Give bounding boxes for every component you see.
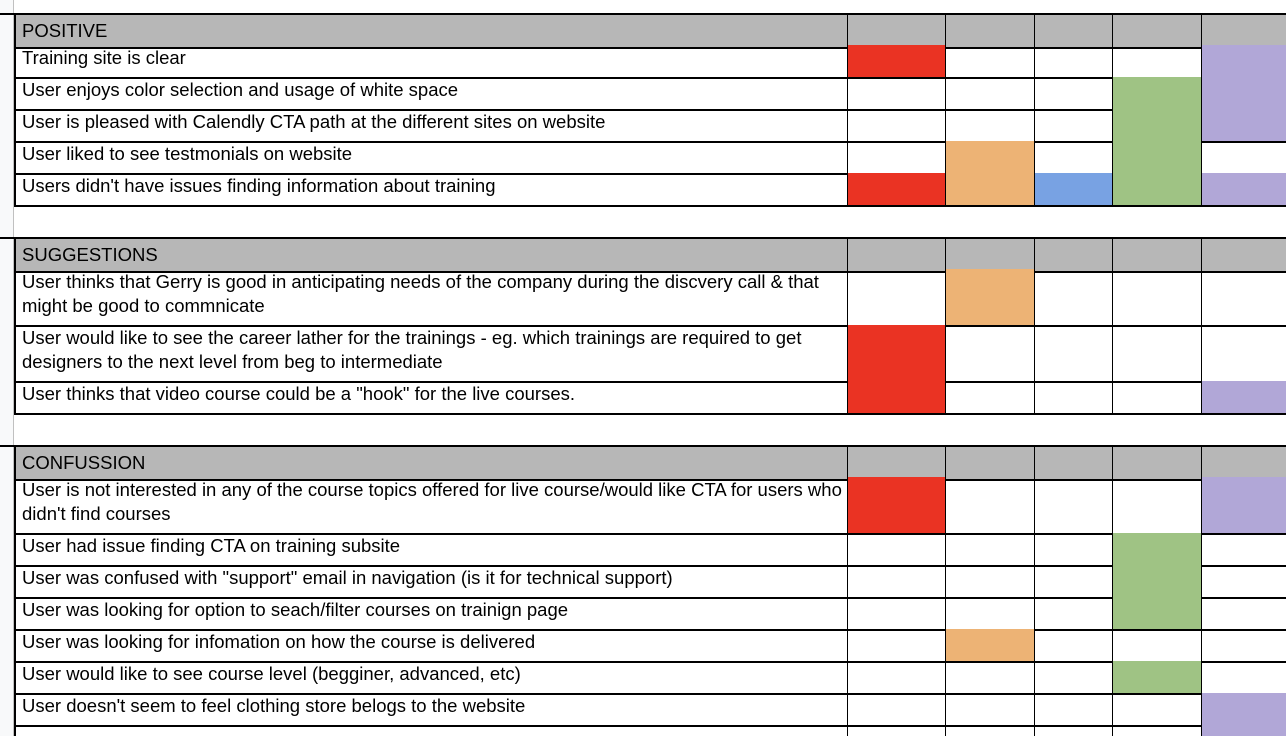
section-title[interactable]: SUGGESTIONS bbox=[14, 239, 848, 271]
finding-text[interactable]: Training site is clear bbox=[14, 45, 848, 77]
row-header[interactable] bbox=[0, 109, 14, 141]
grid-cell[interactable] bbox=[1113, 629, 1202, 661]
finding-text[interactable]: User is not interested in any of the course topics offered for live course/would like CTA for users who didn't find courses bbox=[14, 477, 848, 533]
table-row bbox=[0, 269, 1286, 327]
section-title[interactable]: POSITIVE bbox=[14, 15, 848, 47]
section-header-confussion bbox=[0, 445, 1286, 481]
table-row bbox=[0, 661, 1286, 695]
blank-row bbox=[0, 0, 1286, 14]
grid-cell[interactable] bbox=[848, 447, 946, 479]
grid-cell[interactable] bbox=[1035, 141, 1113, 173]
grid-cell-marked[interactable] bbox=[1113, 661, 1202, 693]
grid-cell[interactable] bbox=[1113, 325, 1202, 381]
finding-text[interactable] bbox=[14, 725, 848, 736]
finding-text[interactable]: User enjoys color selection and usage of white space bbox=[14, 77, 848, 109]
row-header[interactable] bbox=[0, 693, 14, 725]
section-header-suggestions bbox=[0, 237, 1286, 273]
row-header[interactable] bbox=[0, 45, 14, 77]
grid-cell-marked[interactable] bbox=[1113, 565, 1202, 597]
row-header[interactable] bbox=[0, 0, 14, 14]
grid-cell-marked[interactable] bbox=[1202, 477, 1286, 533]
finding-text[interactable]: User liked to see testmonials on website bbox=[14, 141, 848, 173]
grid-cell[interactable] bbox=[1035, 477, 1113, 533]
grid-cell[interactable] bbox=[848, 269, 946, 325]
blank-row bbox=[0, 205, 1286, 237]
grid-cell[interactable] bbox=[848, 77, 946, 109]
grid-cell-marked[interactable] bbox=[1202, 693, 1286, 725]
grid-cell-marked[interactable] bbox=[1113, 597, 1202, 629]
grid-cell[interactable] bbox=[946, 381, 1035, 413]
grid-cell[interactable] bbox=[1035, 45, 1113, 77]
table-row bbox=[0, 533, 1286, 567]
finding-text[interactable]: Users didn't have issues finding information about training bbox=[14, 173, 848, 205]
grid-cell[interactable] bbox=[946, 693, 1035, 725]
grid-cell[interactable] bbox=[848, 109, 946, 141]
grid-cell-marked[interactable] bbox=[1113, 533, 1202, 565]
grid-cell[interactable] bbox=[1202, 565, 1286, 597]
finding-text[interactable]: User had issue finding CTA on training subsite bbox=[14, 533, 848, 565]
table-row bbox=[0, 565, 1286, 599]
finding-text[interactable]: User was confused with "support" email in navigation (is it for technical support) bbox=[14, 565, 848, 597]
grid-cell[interactable] bbox=[1113, 725, 1202, 736]
grid-cell[interactable] bbox=[946, 239, 1035, 271]
grid-cell[interactable] bbox=[848, 239, 946, 271]
table-row bbox=[0, 109, 1286, 143]
grid-cell-marked[interactable] bbox=[1113, 77, 1202, 109]
grid-cell[interactable] bbox=[1202, 269, 1286, 325]
grid-cell[interactable] bbox=[946, 725, 1035, 736]
grid-cell[interactable] bbox=[1035, 15, 1113, 47]
grid-cell[interactable] bbox=[946, 109, 1035, 141]
table-row bbox=[0, 693, 1286, 727]
grid-cell[interactable] bbox=[848, 141, 946, 173]
row-header[interactable] bbox=[0, 565, 14, 597]
table-row bbox=[0, 725, 1286, 736]
grid-cell[interactable] bbox=[848, 693, 946, 725]
grid-cell-marked[interactable] bbox=[1202, 77, 1286, 109]
table-row bbox=[0, 629, 1286, 663]
grid-cell[interactable] bbox=[1035, 325, 1113, 381]
row-header[interactable] bbox=[0, 533, 14, 565]
grid-cell[interactable] bbox=[1113, 447, 1202, 479]
grid-cell-marked[interactable] bbox=[1202, 173, 1286, 205]
grid-cell[interactable] bbox=[1035, 565, 1113, 597]
grid-cell[interactable] bbox=[848, 565, 946, 597]
grid-cell[interactable] bbox=[1035, 109, 1113, 141]
grid-cell-marked[interactable] bbox=[1202, 109, 1286, 141]
grid-cell[interactable] bbox=[848, 725, 946, 736]
table-row bbox=[0, 597, 1286, 631]
row-header[interactable] bbox=[0, 725, 14, 736]
grid-cell[interactable] bbox=[1113, 269, 1202, 325]
grid-cell[interactable] bbox=[848, 533, 946, 565]
table-row bbox=[0, 477, 1286, 535]
blank-row bbox=[0, 413, 1286, 445]
grid-cell-marked[interactable] bbox=[946, 173, 1035, 205]
grid-cell[interactable] bbox=[1113, 477, 1202, 533]
finding-text[interactable]: User would like to see course level (begginer, advanced, etc) bbox=[14, 661, 848, 693]
grid-cell[interactable] bbox=[1202, 533, 1286, 565]
grid-cell[interactable] bbox=[1202, 629, 1286, 661]
grid-cell[interactable] bbox=[1113, 381, 1202, 413]
finding-text[interactable]: User thinks that Gerry is good in anticipating needs of the company during the discvery call & that might be good to commnicate bbox=[14, 269, 848, 325]
grid-cell-marked[interactable] bbox=[848, 325, 946, 381]
finding-text[interactable]: User thinks that video course could be a "hook" for the live courses. bbox=[14, 381, 848, 413]
table-row bbox=[0, 77, 1286, 111]
grid-cell[interactable] bbox=[946, 597, 1035, 629]
row-header[interactable] bbox=[0, 629, 14, 661]
table-row bbox=[0, 173, 1286, 207]
row-header[interactable] bbox=[0, 239, 14, 271]
grid-cell-marked[interactable] bbox=[1113, 173, 1202, 205]
grid-cell[interactable] bbox=[848, 661, 946, 693]
finding-text[interactable]: User is pleased with Calendly CTA path at the different sites on website bbox=[14, 109, 848, 141]
grid-cell[interactable] bbox=[1202, 325, 1286, 381]
finding-text[interactable]: User doesn't seem to feel clothing store belogs to the website bbox=[14, 693, 848, 725]
section-header-positive bbox=[0, 13, 1286, 49]
finding-text[interactable]: User was looking for infomation on how the course is delivered bbox=[14, 629, 848, 661]
grid-cell[interactable] bbox=[1035, 597, 1113, 629]
grid-cell[interactable] bbox=[848, 15, 946, 47]
grid-cell-marked[interactable] bbox=[946, 269, 1035, 325]
section-title[interactable]: CONFUSSION bbox=[14, 447, 848, 479]
grid-cell[interactable] bbox=[1035, 725, 1113, 736]
grid-cell[interactable] bbox=[1035, 77, 1113, 109]
grid-cell[interactable] bbox=[946, 661, 1035, 693]
grid-cell-marked[interactable] bbox=[1202, 381, 1286, 413]
table-row bbox=[0, 45, 1286, 79]
table-row bbox=[0, 141, 1286, 175]
grid-cell[interactable] bbox=[1202, 239, 1286, 271]
row-header[interactable] bbox=[0, 661, 14, 693]
grid-cell[interactable] bbox=[946, 45, 1035, 77]
grid-cell[interactable] bbox=[1035, 381, 1113, 413]
grid-cell-marked[interactable] bbox=[946, 141, 1035, 173]
grid-cell-marked[interactable] bbox=[946, 629, 1035, 661]
finding-text[interactable]: User was looking for option to seach/filter courses on trainign page bbox=[14, 597, 848, 629]
grid-cell[interactable] bbox=[1113, 15, 1202, 47]
grid-cell[interactable] bbox=[1035, 239, 1113, 271]
table-row bbox=[0, 381, 1286, 415]
grid-cell[interactable] bbox=[848, 597, 946, 629]
row-header[interactable] bbox=[0, 15, 14, 47]
grid-cell[interactable] bbox=[946, 15, 1035, 47]
table-row bbox=[0, 325, 1286, 383]
grid-cell-marked[interactable] bbox=[1113, 141, 1202, 173]
row-header[interactable] bbox=[0, 205, 14, 237]
row-header[interactable] bbox=[0, 477, 14, 533]
grid-cell[interactable] bbox=[1035, 269, 1113, 325]
grid-cell[interactable] bbox=[1035, 447, 1113, 479]
grid-cell[interactable] bbox=[946, 533, 1035, 565]
grid-cell[interactable] bbox=[1035, 661, 1113, 693]
grid-cell-marked[interactable] bbox=[1202, 45, 1286, 77]
row-header[interactable] bbox=[0, 413, 14, 445]
grid-cell[interactable] bbox=[1202, 725, 1286, 736]
grid-cell-marked[interactable] bbox=[848, 477, 946, 533]
grid-cell[interactable] bbox=[946, 77, 1035, 109]
grid-cell[interactable] bbox=[848, 629, 946, 661]
row-header[interactable] bbox=[0, 77, 14, 109]
grid-cell-marked[interactable] bbox=[848, 45, 946, 77]
grid-cell[interactable] bbox=[1113, 239, 1202, 271]
grid-cell[interactable] bbox=[1202, 661, 1286, 693]
grid-cell[interactable] bbox=[1035, 693, 1113, 725]
row-header[interactable] bbox=[0, 325, 14, 381]
grid-cell[interactable] bbox=[946, 477, 1035, 533]
grid-cell[interactable] bbox=[1202, 447, 1286, 479]
grid-cell-marked[interactable] bbox=[1035, 173, 1113, 205]
finding-text[interactable]: User would like to see the career lather for the trainings - eg. which trainings are required to get designers to the next level from beg to intermediate bbox=[14, 325, 848, 381]
row-header[interactable] bbox=[0, 173, 14, 205]
row-header[interactable] bbox=[0, 381, 14, 413]
grid-cell[interactable] bbox=[1035, 533, 1113, 565]
grid-cell[interactable] bbox=[1035, 629, 1113, 661]
row-header[interactable] bbox=[0, 447, 14, 479]
grid-cell[interactable] bbox=[946, 325, 1035, 381]
row-header[interactable] bbox=[0, 597, 14, 629]
grid-cell[interactable] bbox=[1202, 15, 1286, 47]
grid-cell[interactable] bbox=[1202, 597, 1286, 629]
row-header[interactable] bbox=[0, 141, 14, 173]
grid-cell[interactable] bbox=[946, 565, 1035, 597]
grid-cell[interactable] bbox=[1113, 693, 1202, 725]
grid-cell-marked[interactable] bbox=[848, 381, 946, 413]
grid-cell[interactable] bbox=[1202, 141, 1286, 173]
row-header[interactable] bbox=[0, 269, 14, 325]
grid-cell-marked[interactable] bbox=[1113, 109, 1202, 141]
grid-cell[interactable] bbox=[946, 447, 1035, 479]
grid-cell[interactable] bbox=[1113, 45, 1202, 77]
grid-cell-marked[interactable] bbox=[848, 173, 946, 205]
